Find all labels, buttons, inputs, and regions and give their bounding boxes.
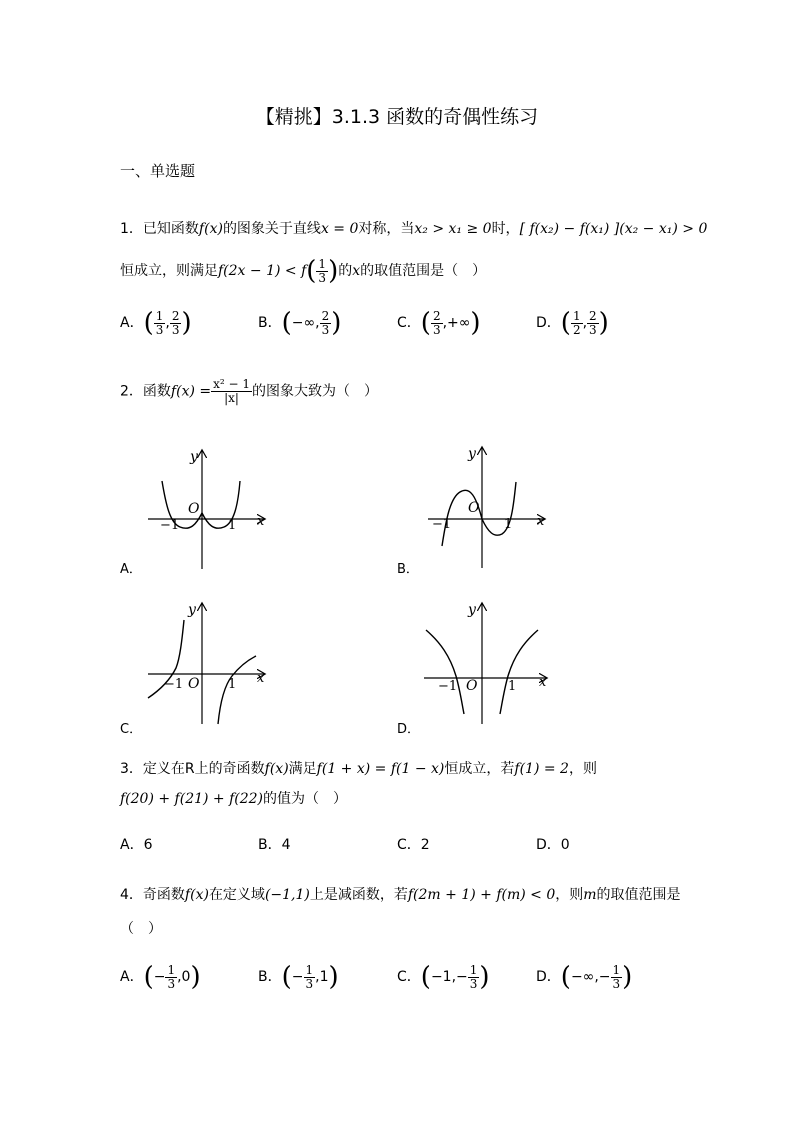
q2-graph-d [420,600,560,730]
svg-text:−1: −1 [432,517,452,532]
q1-inequality: [ f(x₂) − f(x₁) ](x₂ − x₁) > 0 [519,221,708,237]
q1-cond: x₂ > x₁ ≥ 0 [414,221,492,237]
q4-line-2: （ ） [120,921,162,937]
q1-option-a[interactable]: A．( $\frac{1}{3}$ , $\frac{2}{3}$ ) [120,308,192,338]
q1-fraction-third: $\frac{1}{3}$ [318,256,327,285]
svg-text:x: x [539,675,547,690]
q2-graph-b [420,440,560,570]
q1-text-7: 的取值范围是（ ） [360,263,487,279]
svg-text:1: 1 [228,677,237,692]
svg-text:y: y [188,602,196,618]
q4-line-1: 4．奇函数f(x)在定义域(−1,1)上是减函数，若f(2m + 1) + f(m) < 0，则m的取值范围是 [120,887,681,903]
q1-line-1 [120,218,707,238]
q2-graph-c [140,600,280,730]
svg-text:O: O [466,678,478,694]
svg-text:y: y [190,449,198,465]
section-title: 一、单选题 [120,162,196,180]
q1-text-2: 的图象关于直线 [222,221,321,237]
q2-line: 2．函数f(x) = $\frac{\text{x² − 1}}{|x|}$ 的图象大致为（ ） [120,377,379,405]
page-title: 【精挑】3.1.3 函数的奇偶性练习 [255,106,539,128]
q1-x0: x = 0 [320,221,359,237]
svg-text:x: x [257,514,265,529]
q3-line-2: f(20) + f(21) + f(22)的值为（ ） [120,791,348,807]
svg-text:1: 1 [504,517,513,532]
q1-line-2: 恒成立，则满足f(2x − 1) < f( $\frac{1}{3}$ )的x的取值范围是（ ） [120,256,487,286]
q2-option-b[interactable]: B． [397,562,419,577]
q1-xvar: x [352,263,361,279]
svg-text:−1: −1 [160,518,180,533]
svg-text:O: O [188,501,200,517]
q2-option-a[interactable]: A． [120,562,142,577]
q4-option-b[interactable]: B．(− $\frac{1}{3}$ ,1) [258,962,339,992]
q3-option-a[interactable]: A．6 [120,837,153,853]
q1-text-4: 时， [491,221,520,237]
q2-graph-a [140,445,280,575]
q3-option-c[interactable]: C．2 [397,837,430,853]
svg-text:1: 1 [228,518,237,533]
q4-option-d[interactable]: D．(−∞,− $\frac{1}{3}$ ) [536,962,633,992]
q1-cond2: f(2x − 1) < f [218,263,307,279]
q1-fx: f(x) [198,221,223,237]
q1-text-6: 的 [338,263,353,279]
q3-option-d[interactable]: D．0 [536,837,570,853]
svg-text:y: y [468,602,476,618]
q2-option-c[interactable]: C． [120,722,143,737]
q4-option-c[interactable]: C．(−1,− $\frac{1}{3}$ ) [397,962,490,992]
q4-option-a[interactable]: A．(− $\frac{1}{3}$ ,0) [120,962,201,992]
svg-text:x: x [257,671,265,686]
q2-option-d[interactable]: D． [397,722,421,737]
svg-text:O: O [468,500,480,516]
svg-text:−1: −1 [164,677,184,692]
svg-text:x: x [537,514,545,529]
q3-option-b[interactable]: B．4 [258,837,291,853]
svg-text:1: 1 [508,679,517,694]
q1-text-3: 对称，当 [358,221,415,237]
q1-option-b[interactable]: B．(−∞, $\frac{2}{3}$ ) [258,308,342,338]
svg-text:y: y [468,446,476,462]
q1-number: 1． [120,221,143,237]
q1-text-5: 恒成立，则满足 [120,263,218,279]
svg-text:O: O [188,676,200,692]
q3-line-1: 3．定义在R上的奇函数f(x)满足f(1 + x) = f(1 − x)恒成立，若f(1) = 2，则 [120,761,597,777]
q1-option-d[interactable]: D．( $\frac{1}{2}$ , $\frac{2}{3}$ ) [536,308,609,338]
q1-option-c[interactable]: C．( $\frac{2}{3}$ ,+∞) [397,308,481,338]
q1-text-1: 已知函数 [142,221,199,237]
svg-text:−1: −1 [438,679,458,694]
q2-fraction: $\frac{\text{x² − 1}}{|x|}$ [213,377,251,405]
